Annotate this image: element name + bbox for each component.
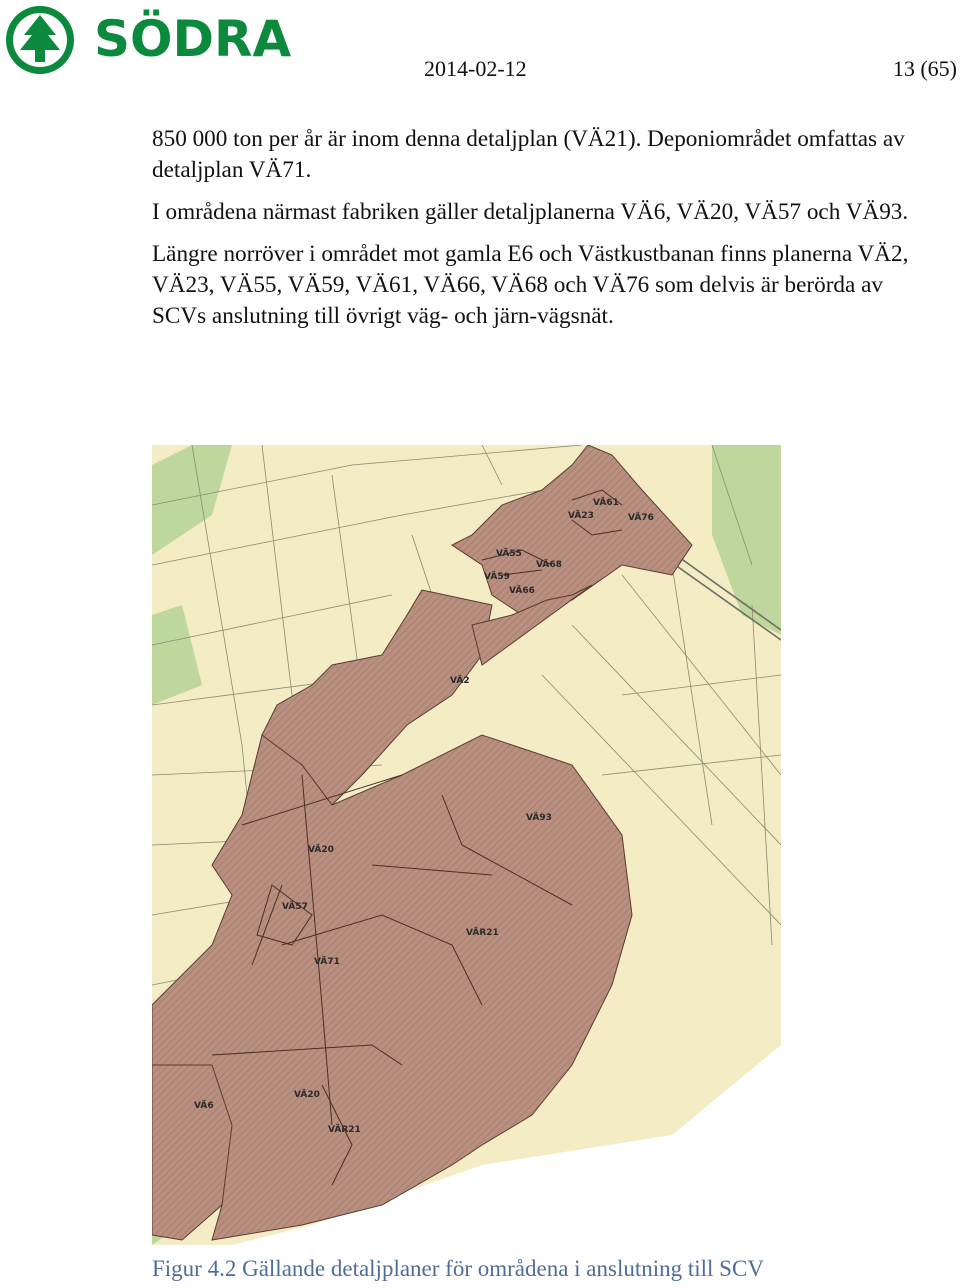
label-va71: VÄ71 bbox=[314, 957, 340, 967]
label-va20-lower: VÄ20 bbox=[294, 1090, 320, 1100]
map-graphic bbox=[152, 445, 781, 1245]
paragraph-1: 850 000 ton per år är inom denna detaljplan (VÄ21). Deponiområdet omfattas av detaljplan VÄ71. bbox=[152, 126, 905, 183]
brand-name: SÖDRA bbox=[94, 10, 292, 68]
label-va93: VÄ93 bbox=[526, 813, 552, 823]
detail-plan-map bbox=[152, 445, 781, 1245]
body-text bbox=[152, 124, 942, 343]
label-va23: VÄ23 bbox=[568, 511, 594, 521]
label-va20-upper: VÄ20 bbox=[308, 845, 334, 855]
label-var21-lower: VÄR21 bbox=[328, 1125, 361, 1135]
label-va68: VÄ68 bbox=[536, 560, 562, 570]
sodra-tree-icon bbox=[2, 2, 88, 78]
page-number: 13 (65) bbox=[892, 56, 957, 81]
label-va59: VÄ59 bbox=[484, 572, 510, 582]
label-va61: VÄ61 bbox=[593, 498, 619, 508]
paragraph-2: I områdena närmast fabriken gäller detaljplanerna VÄ6, VÄ20, VÄ57 och VÄ93. bbox=[152, 199, 909, 225]
label-va6: VÄ6 bbox=[194, 1101, 214, 1111]
document-date: 2014-02-12 bbox=[424, 56, 527, 81]
label-va57: VÄ57 bbox=[282, 902, 308, 912]
label-va2: VÄ2 bbox=[450, 676, 470, 686]
label-va55: VÄ55 bbox=[496, 549, 522, 559]
figure-caption: Figur 4.2 Gällande detaljplaner för områdena i anslutning till SCV bbox=[152, 1256, 764, 1281]
paragraph-3: Längre norröver i området mot gamla E6 och Västkustbanan finns planerna VÄ2, VÄ23, VÄ55, VÄ59, VÄ61, VÄ66, VÄ68 och VÄ76 som delvis är berörda av SCVs anslutning till övrigt väg- och järn-vägsnät. bbox=[152, 241, 909, 329]
sodra-logo bbox=[2, 2, 322, 78]
label-va76: VÄ76 bbox=[628, 513, 654, 523]
label-va66: VÄ66 bbox=[509, 586, 535, 596]
label-var21-upper: VÄR21 bbox=[466, 928, 499, 938]
